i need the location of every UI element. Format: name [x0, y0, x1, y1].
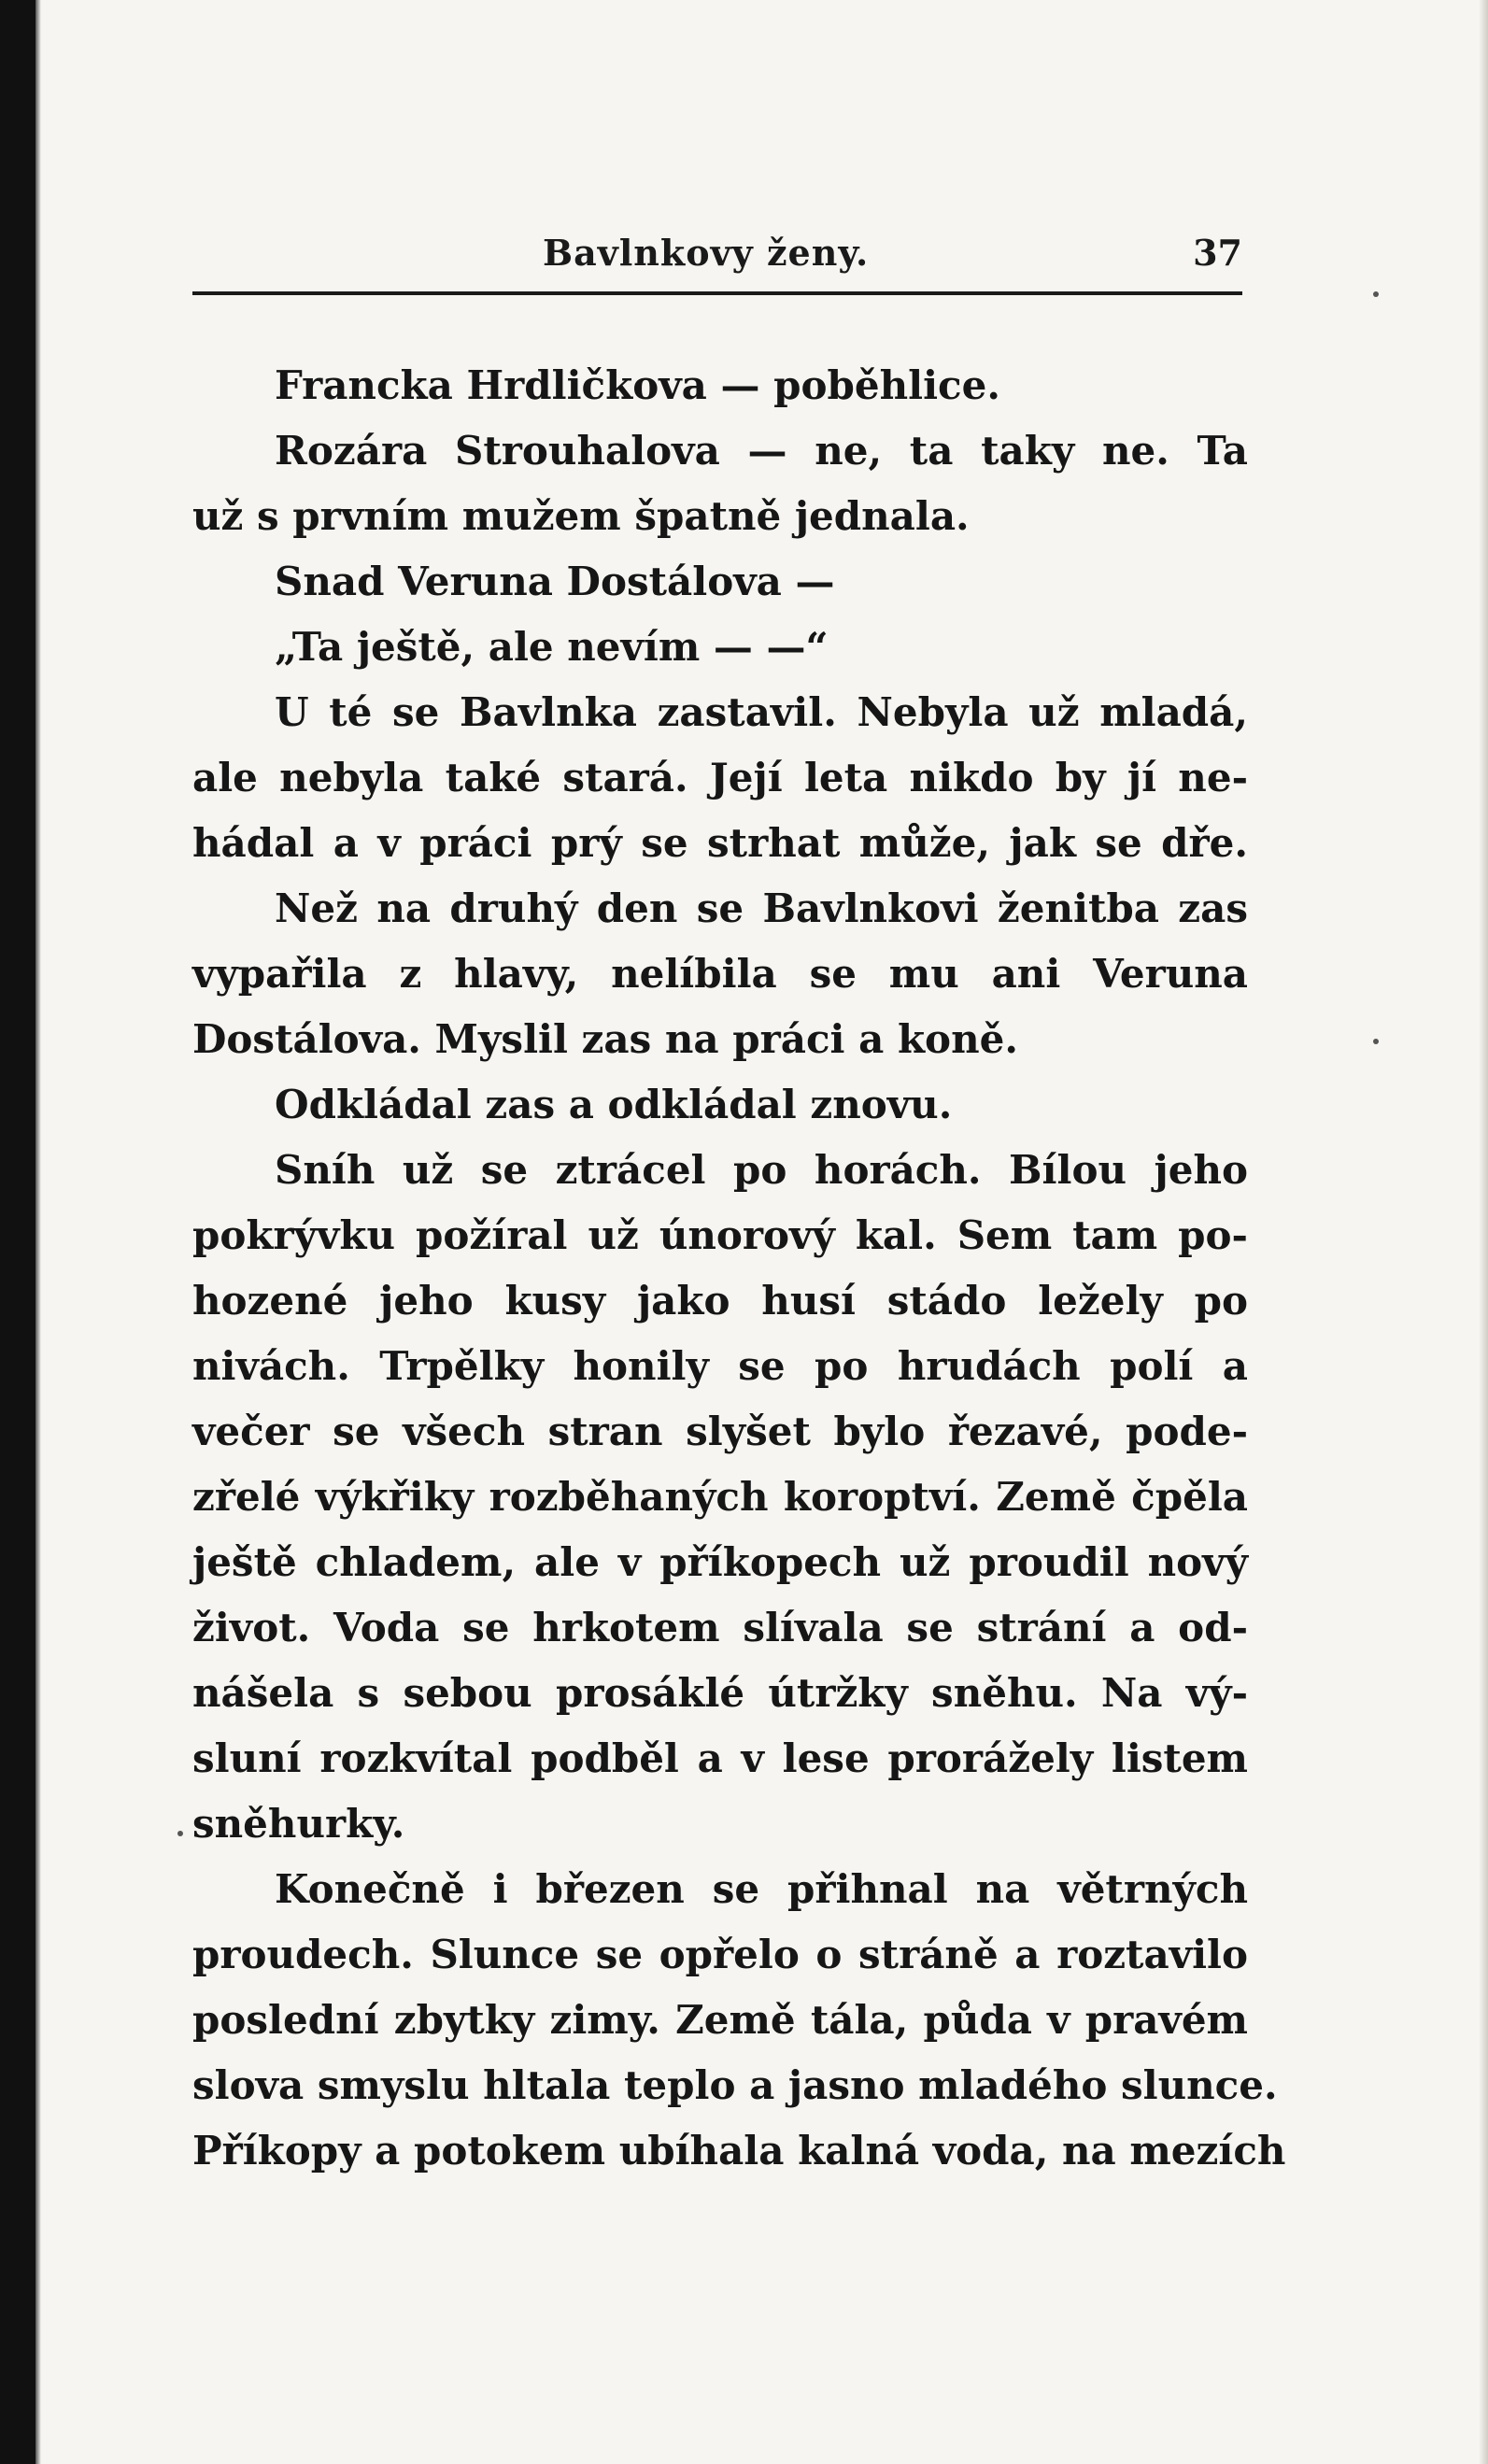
text-line: Rozára Strouhalova — ne, ta taky ne. Ta [275, 428, 1248, 474]
text-line: Sníh už se ztrácel po horách. Bílou jeho [275, 1147, 1248, 1193]
paper-speck [1373, 1039, 1379, 1044]
running-head [192, 228, 1242, 284]
paper-speck [177, 1831, 183, 1836]
text-line: Než na druhý den se Bavlnkovi ženitba zas [275, 885, 1248, 931]
text-line: večer se všech stran slyšet bylo řezavé, pode- [192, 1409, 1248, 1454]
text-line: sněhurky. [192, 1801, 405, 1847]
body-text [192, 353, 1286, 2184]
text-line: pokrývku požíral už únorový kal. Sem tam po- [192, 1212, 1248, 1258]
page-number: 37 [1193, 232, 1242, 274]
spine-gradient [35, 0, 41, 2464]
running-title: Bavlnkovy ženy. [543, 232, 870, 274]
text-line: slova smyslu hltala teplo a jasno mladého slunce. [192, 2062, 1278, 2108]
text-line: nášela s sebou prosáklé útržky sněhu. Na vý- [192, 1670, 1248, 1716]
header-rule [192, 291, 1242, 295]
text-line: ale nebyla také stará. Její leta nikdo by jí ne- [192, 755, 1248, 800]
text-line: U té se Bavlnka zastavil. Nebyla už mladá, [275, 689, 1248, 735]
text-line: Příkopy a potokem ubíhala kalná voda, na mezích [192, 2128, 1286, 2174]
text-line: Konečně i březen se přihnal na větrných [275, 1866, 1248, 1912]
book-spine-shadow [0, 0, 35, 2464]
text-line: Dostálova. Myslil zas na práci a koně. [192, 1016, 1018, 1062]
text-line: proudech. Slunce se opřelo o stráně a roztavilo [192, 1932, 1248, 1977]
text-line: život. Voda se hrkotem slívala se strání a od- [192, 1605, 1248, 1650]
text-line: hádal a v práci prý se strhat může, jak se dře. [192, 820, 1248, 866]
text-line: sluní rozkvítal podběl a v lese prorážely listem [192, 1735, 1248, 1781]
text-line: nivách. Trpělky honily se po hrudách polí a [192, 1343, 1248, 1389]
text-line: Francka Hrdličkova — poběhlice. [275, 362, 1000, 408]
text-line: vypařila z hlavy, nelíbila se mu ani Veruna [192, 951, 1248, 997]
text-line: už s prvním mužem špatně jednala. [192, 493, 970, 539]
paper-speck [1373, 291, 1379, 297]
text-line: Snad Veruna Dostálova — [275, 559, 835, 604]
text-line: Odkládal zas a odkládal znovu. [275, 1082, 953, 1127]
text-line: hozené jeho kusy jako husí stádo ležely po [192, 1278, 1248, 1324]
text-line: poslední zbytky zimy. Země tála, půda v pravém [192, 1997, 1248, 2043]
text-line: „Ta ještě, ale nevím — —“ [275, 624, 829, 670]
page-edge [1479, 0, 1488, 2464]
text-line: ještě chladem, ale v příkopech už proudil nový [192, 1539, 1248, 1585]
text-line: zřelé výkřiky rozběhaných koroptví. Země čpěla [192, 1474, 1248, 1520]
